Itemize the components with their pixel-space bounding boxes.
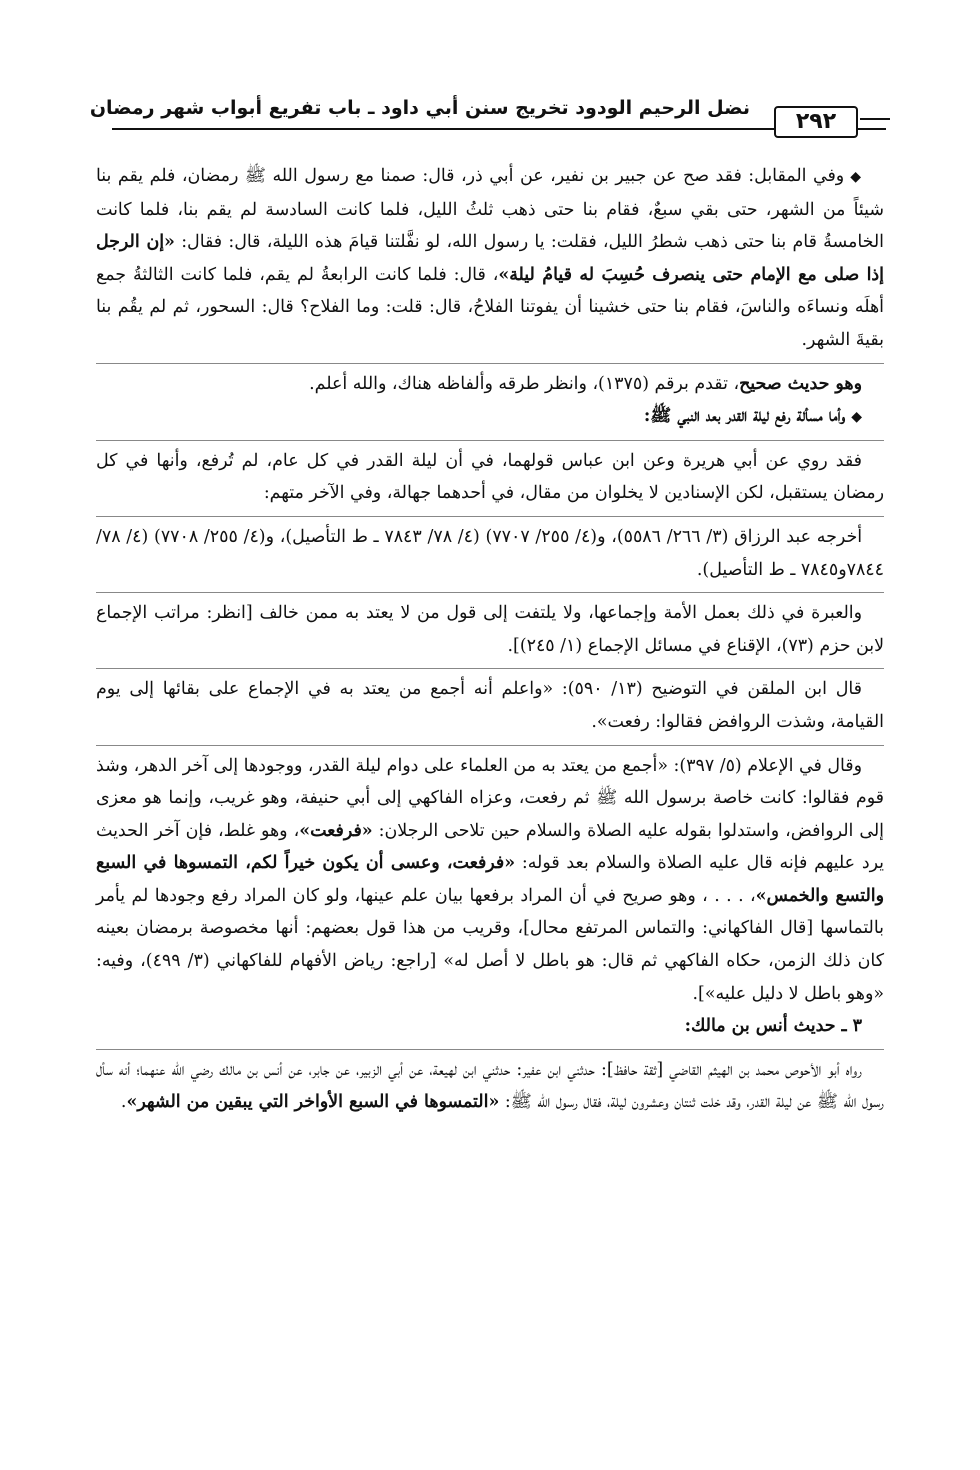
section-divider: [96, 440, 884, 441]
paragraph-text: وفي المقابل: فقد صح عن جبير بن نفير، عن أبي ذر، قال: صمنا مع رسول الله ﷺ رمضان، فلم يقم بنا شيئاً من الشهر، حتى بقي سبعٌ، فقام بنا حتى ذهب ثلثُ الليل، فلما كانت السادسة لم يقم بنا، فلما كانت الخامسةُ قام بنا حتى ذهب شطرُ الليل، فقلت: يا رسول الله، لو نفَّلتنا قيامَ هذه الليلة، قال: فقال:: [96, 166, 884, 253]
paragraph-mulaqqin: قال ابن الملقن في التوضيح (١٣/ ٥٩٠): «واعلم أنه أجمع من يعتد به في الإجماع على بقائها إلى يوم القيامة، وشذت الروافض فقالوا: رفعت».: [96, 679, 884, 732]
section-divider: [96, 516, 884, 517]
section-divider: [96, 592, 884, 593]
paragraph-text: رواه أبو الأحوص محمد بن الهيثم القاضي [ثقة حافظ]: حدثني ابن عفير: حدثني ابن لهيعة، عن أبي الزبير، عن جابر، عن أنس بن مالك رضي الله عنهما؛ أنه سأل رسول الله ﷺ عن ليلة القدر، وقد خلت ثنتان وعشرون ليلة، فقال رسول الله ﷺ:: [96, 1059, 884, 1113]
page-number: ٢٩٢: [774, 106, 858, 138]
section-divider: [96, 745, 884, 746]
paragraph-text: ، وهو غلط، فإن آخر الحديث يرد عليهم فإنه قال عليه الصلاة والسلام بعد قوله:: [96, 820, 884, 874]
paragraph-text: .: [120, 1092, 127, 1113]
paragraph-text: ، تقدم برقم (١٣٧٥)، وانظر طرقه وألفاظه هناك، والله أعلم.: [309, 373, 740, 394]
section-divider: [96, 363, 884, 364]
paragraph-anas: [96, 1054, 884, 1119]
bullet-icon: ◆: [851, 409, 862, 426]
section-heading-anas: ٣ ـ حديث أنس بن مالك:: [684, 1016, 862, 1037]
page-body: [96, 160, 884, 1119]
paragraph-riwaya: فقد روي عن أبي هريرة وعن ابن عباس قولهما، في أن ليلة القدر في كل عام، لم تُرفع، وأنها في كل رمضان يستقبل، لكن الإسنادين لا يخلوان من مقال، في أحدهما جهالة، وفي الآخر متهم:: [96, 450, 884, 504]
header-dash: [860, 118, 890, 120]
paragraph-takhrij: أخرجه عبد الرزاق (٣/ ٢٦٦/ ٥٥٨٦)، و(٤/ ٢٥٥/ ٧٧٠٧) (٤/ ٧٨/ ٧٨٤٣ ـ ط التأصيل)، و(٤/ ٢٥٥/ ٧٧٠٨) (٤/ ٧٨/ ٧٨٤٤و٧٨٤٥ ـ ط التأصيل).: [96, 526, 884, 580]
paragraph-ibra: والعبرة في ذلك بعمل الأمة وإجماعها، ولا يلتفت إلى قول من لا يعتد به ممن خالف [انظر: مراتب الإجماع لابن حزم (٧٣)، الإقناع في مسائل الإجماع (١/ ٢٤٥)].: [96, 603, 884, 656]
page-header: [89, 92, 886, 136]
bullet-icon: ◆: [850, 169, 862, 185]
hadith-quote: «إن الرجل إذا صلى مع الإمام حتى ينصرف حُسِبَ له قيامُ ليلة»: [96, 232, 885, 285]
paragraph-text: وقال في الإعلام (٥/ ٣٩٧): «أجمع من يعتد به من العلماء على دوام ليلة القدر، ووجودها إلى آخر الدهر، وشذ قوم فقالوا: كانت خاصة برسول الله ﷺ ثم رفعت، وعزاه الفاكهي إلى أبي حنيفة، وهو غريب، وإنما هو معزى إلى الروافض، واستدلوا بقوله عليه الصلاة والسلام حين تلاحى الرجلان:: [96, 755, 884, 841]
paragraph-ruling: [96, 368, 884, 401]
hadith-quote: «التمسوها في السبع الأواخر التي يبقين من الشهر»: [126, 1092, 500, 1113]
section-divider: [96, 668, 884, 669]
running-title: نضل الرحيم الودود تخريج سنن أبي داود ـ باب تفريع أبواب شهر رمضان: [89, 97, 750, 119]
paragraph-muqabil: [96, 160, 884, 357]
hadith-quote: «فرفعت، وعسى أن يكون خيراً لكم، التمسوها في السبع والتسع والخمس»: [96, 853, 884, 906]
header-rule: [112, 128, 886, 130]
paragraph-text: ، . . . ، وهو صريح في أن المراد برفعها بيان علم عينها، ولو كان المراد رفع وجودها لم يأمر بالتماسها [قال الفاكهاني: والتماس المرتفع محال]، وقريب من هذا قول بعضهم: أنها مخصوصة برمضان بعينه كان ذلك الزمن، حكاه الفاكهي ثم قال: هو باطل لا أصل له» [راجع: رياض الأفهام للفاكهاني (٣/ ٤٩٩)، وفيه: «وهو باطل لا دليل عليه»].: [96, 885, 884, 1004]
heading-text: وأما مسألة رفع ليلة القدر بعد النبي ﷺ:: [643, 406, 846, 427]
section-divider: [96, 1049, 884, 1050]
section-heading-raf: [96, 400, 884, 434]
paragraph-ilam: [96, 750, 884, 1011]
ruling-text: وهو حديث صحيح: [739, 373, 862, 394]
hadith-quote: «فرفعت»: [299, 820, 373, 841]
paragraph-text: ، قال: فلما كانت الرابعةُ لم يقم، فلما كانت الثالثةُ جمع أهلَه ونساءَه والناسَ، فقام بنا حتى خشينا أن يفوتنا الفلاحُ، قال: قلت: وما الفلاح؟ قال: السحور، ثم لم يقُم بنا بقيةَ الشهر.: [96, 264, 884, 350]
